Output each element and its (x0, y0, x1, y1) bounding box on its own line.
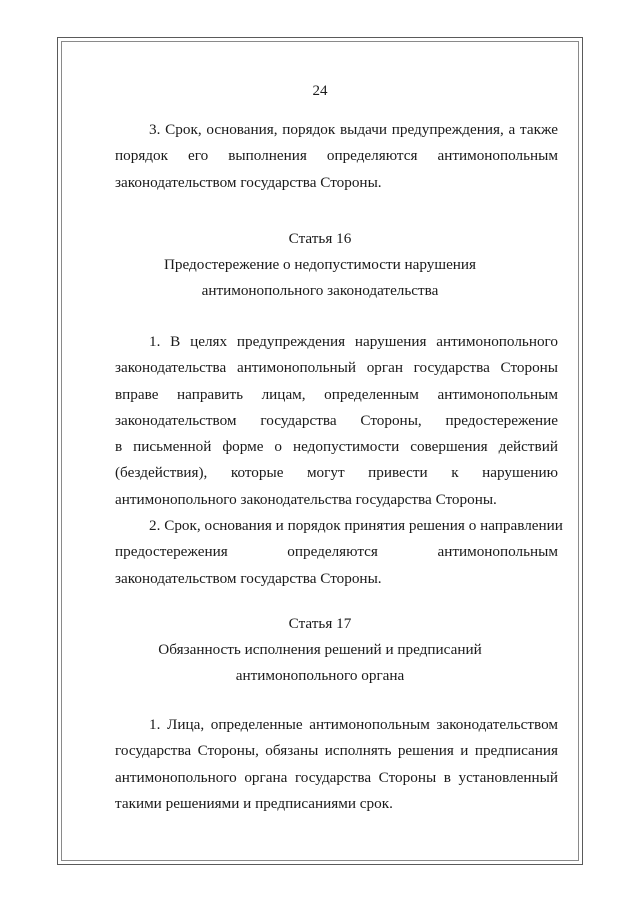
text-line: 3. Срок, основания, порядок выдачи предупреждения, а также (149, 121, 558, 138)
article-subtitle-line: антимонопольного законодательства (201, 282, 439, 299)
text-line: законодательством государства Стороны. (115, 569, 382, 587)
article-16-body (115, 329, 563, 592)
text-line: законодательством государства Стороны. (115, 173, 382, 191)
text-line: государства Стороны, обязаны исполнять решения и предписания (115, 742, 558, 760)
text-line: антимонопольного законодательства государства Стороны. (115, 490, 497, 508)
article-17-heading (0, 611, 640, 689)
text-line: вправе направить лицам, определенным антимонопольным (115, 385, 558, 403)
article-16-heading (0, 226, 640, 304)
text-line: законодательством государства Стороны, предостережение (115, 411, 558, 429)
text-line: такими решениями и предписаниями срок. (115, 794, 393, 812)
paragraph-warning-procedure (115, 117, 558, 196)
article-subtitle-line: Обязанность исполнения решений и предписаний (158, 641, 482, 658)
article-17-body (115, 712, 558, 817)
text-line: законодательства антимонопольный орган государства Стороны (115, 359, 558, 377)
text-line: 1. Лица, определенные антимонопольным законодательством (149, 716, 558, 733)
text-line: антимонопольного органа государства Стороны в установленный (115, 768, 558, 786)
text-line: порядок его выполнения определяются антимонопольным (115, 147, 558, 165)
article-subtitle-line: Предостережение о недопустимости нарушения (163, 256, 477, 273)
text-line: 1. В целях предупреждения нарушения антимонопольного (149, 333, 558, 350)
text-line: (бездействия), которые могут привести к нарушению (115, 464, 558, 482)
article-subtitle-line: антимонопольного органа (235, 667, 405, 684)
text-line: в письменной форме о недопустимости совершения действий (115, 438, 558, 456)
text-line: предостережения определяются антимонопольным (115, 543, 558, 561)
page-number: 24 (312, 83, 328, 99)
article-title: Статья 17 (288, 615, 352, 632)
article-title: Статья 16 (288, 230, 352, 247)
text-line: 2. Срок, основания и порядок принятия решения о направлении (149, 517, 563, 535)
